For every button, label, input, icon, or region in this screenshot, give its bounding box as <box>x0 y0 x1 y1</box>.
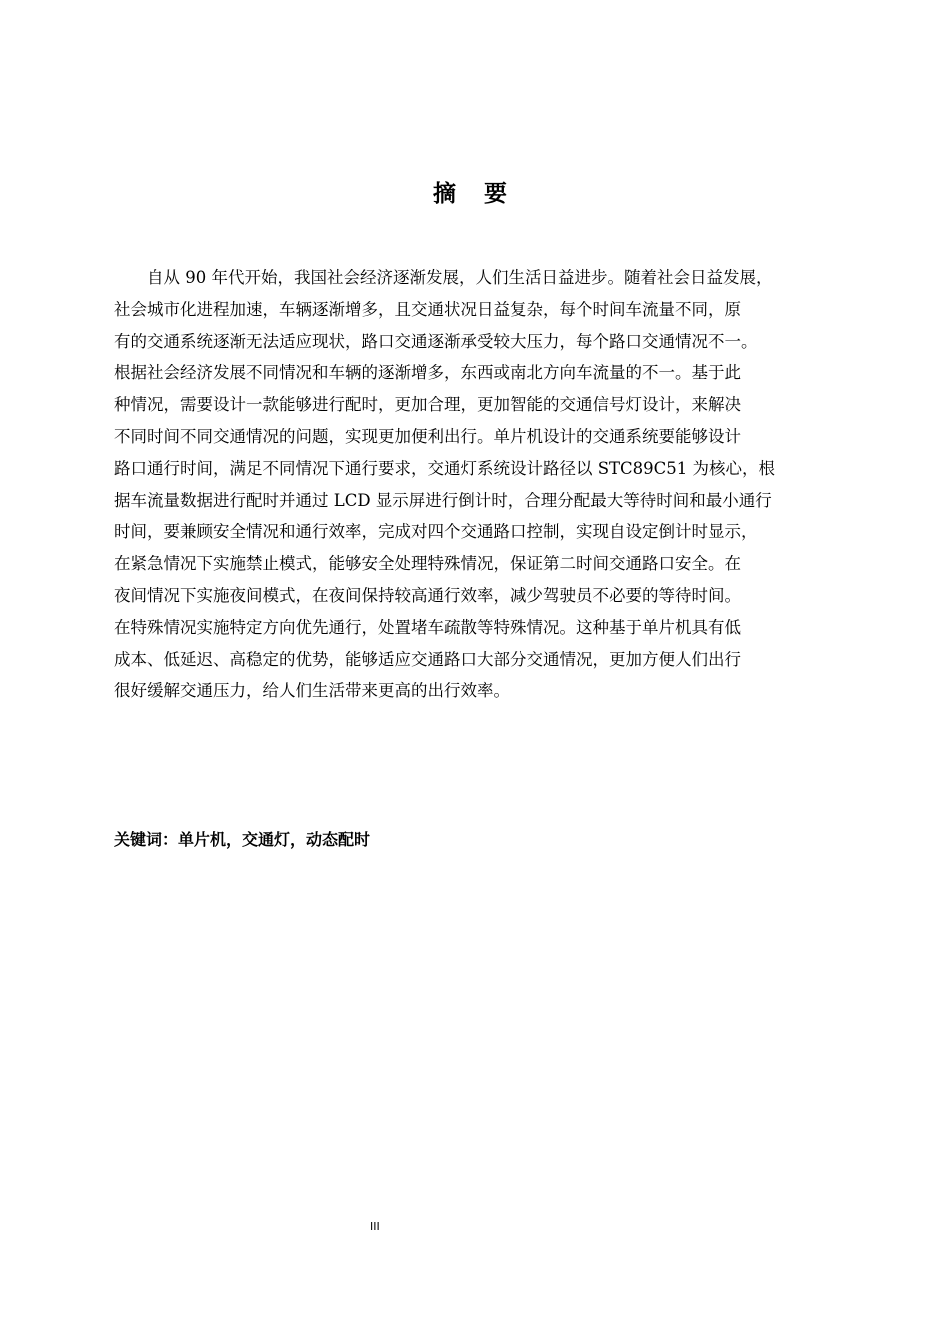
abstract-line: 时间，要兼顾安全情况和通行效率，完成对四个交通路口控制，实现自设定倒计时显示， <box>114 522 758 542</box>
abstract-line: 在紧急情况下实施禁止模式，能够安全处理特殊情况，保证第二时间交通路口安全。在 <box>114 554 741 574</box>
page-title: 摘 要 <box>432 181 517 207</box>
abstract-line: 很好缓解交通压力，给人们生活带来更高的出行效率。 <box>114 681 510 701</box>
abstract-line: 根据社会经济发展不同情况和车辆的逐渐增多，东西或南北方向车流量的不一。基于此 <box>114 363 741 383</box>
keywords: 关键词：单片机，交通灯，动态配时 <box>114 830 371 849</box>
abstract-line: 路口通行时间，满足不同情况下通行要求，交通灯系统设计路径以 STC89C51 为核心，根 <box>114 458 776 478</box>
page-number: III <box>370 1220 380 1233</box>
abstract-line: 种情况，需要设计一款能够进行配时，更加合理，更加智能的交通信号灯设计，来解决 <box>114 395 741 415</box>
abstract-line: 在特殊情况实施特定方向优先通行，处置堵车疏散等特殊情况。这种基于单片机具有低 <box>114 617 741 637</box>
abstract-line: 夜间情况下实施夜间模式，在夜间保持较高通行效率，减少驾驶员不必要的等待时间。 <box>114 585 741 605</box>
abstract-line: 成本、低延迟、高稳定的优势，能够适应交通路口大部分交通情况，更加方便人们出行 <box>114 649 741 669</box>
abstract-body <box>114 262 859 707</box>
abstract-line: 社会城市化进程加速，车辆逐渐增多，且交通状况日益复杂，每个时间车流量不同，原 <box>114 299 741 319</box>
abstract-line: 自从 90 年代开始，我国社会经济逐渐发展，人们生活日益进步。随着社会日益发展， <box>114 268 773 287</box>
abstract-line: 有的交通系统逐渐无法适应现状，路口交通逐渐承受较大压力，每个路口交通情况不一。 <box>114 331 758 351</box>
abstract-line: 据车流量数据进行配时并通过 LCD 显示屏进行倒计时，合理分配最大等待时间和最小通行 <box>114 490 772 510</box>
abstract-line: 不同时间不同交通情况的问题，实现更加便利出行。单片机设计的交通系统要能够设计 <box>114 426 741 446</box>
